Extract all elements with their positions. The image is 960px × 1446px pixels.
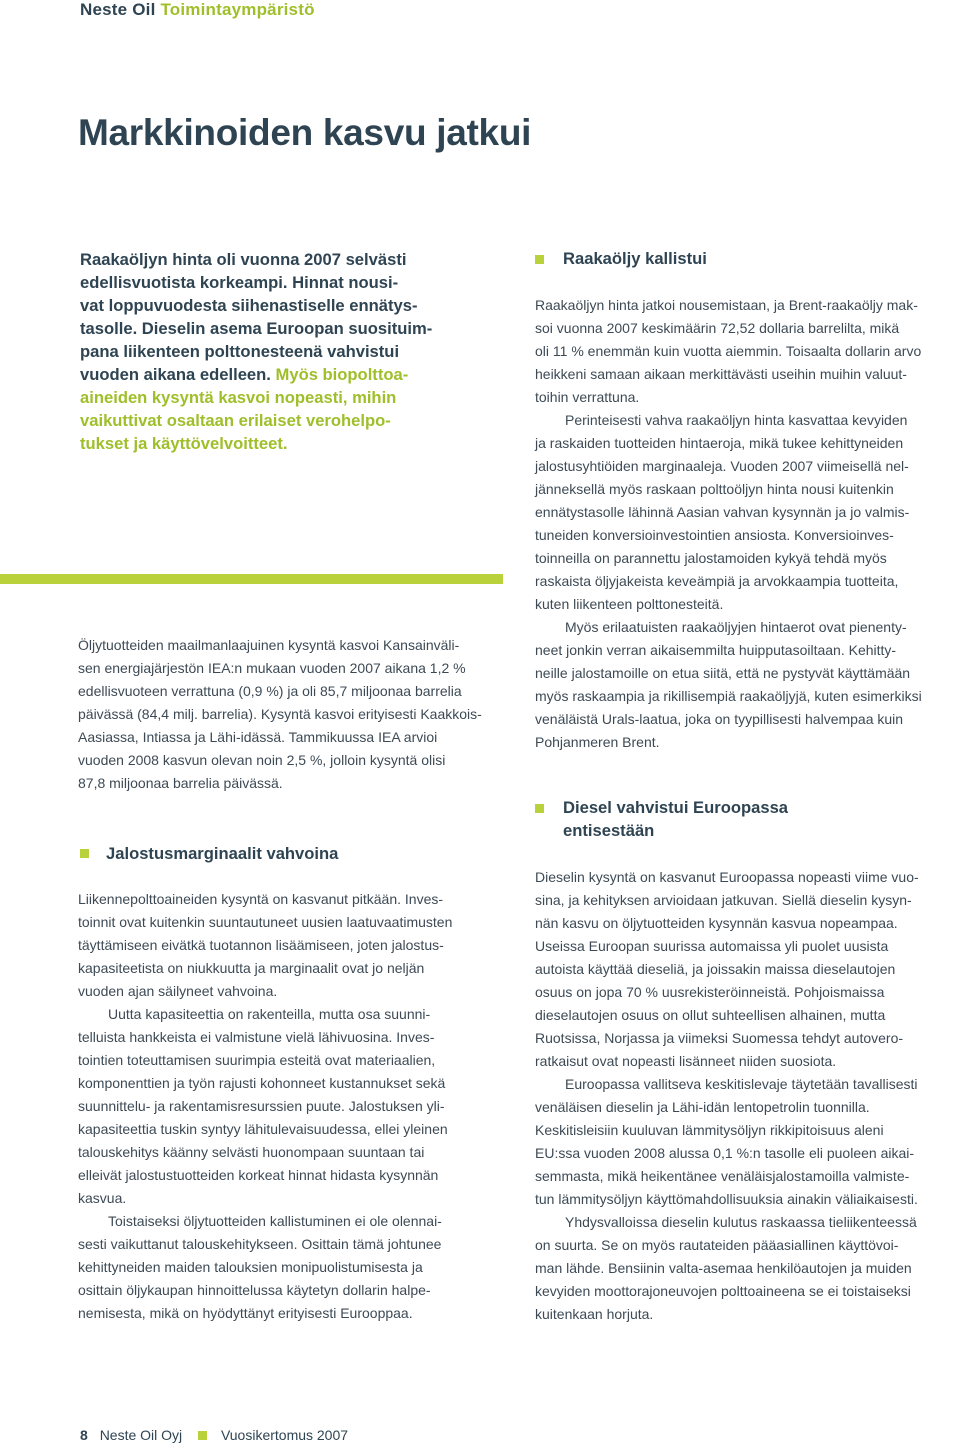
text-line: Ruotsissa, Norjassa ja viimeksi Suomessa tehdyt autovero- (535, 1030, 904, 1046)
text-line: kapasiteetista on niukkuutta ja marginaalit ovat jo neljän (78, 960, 425, 976)
heading-bullet-square (535, 804, 544, 813)
right-body-crude (535, 294, 922, 754)
heading-text: Jalostusmarginaalit vahvoina (106, 844, 339, 863)
text-line: heikkeni samaan aikaan merkittävästi useihin muihin valuut- (535, 366, 907, 382)
section-heading-margins (106, 842, 338, 865)
text-line: päivässä (84,4 milj. barrelia). Kysyntä kasvoi erityisesti Kaakkois- (78, 706, 482, 722)
text-line: jänneksellä myös raskaan polttoöljyn hinta nousi kuitenkin (535, 481, 894, 497)
text-line: osittain öljykaupan hinnoittelussa käytetyn dollarin halpe- (78, 1282, 431, 1298)
left-body (78, 888, 452, 1325)
lead-line: edellisvuotista korkeampi. Hinnat nousi- (80, 273, 399, 292)
text-line: edellisvuoteen verrattuna (0,9 %) ja oli 85,7 miljoonaa barrelia (78, 683, 462, 699)
lead-line: tasolle. Dieselin asema Euroopan suosituim- (80, 319, 433, 338)
text-line: kevyiden moottorajoneuvojen polttoaineena se ei toistaiseksi (535, 1283, 911, 1299)
footer-company: Neste Oil Oyj (99, 1427, 183, 1443)
text-line: Dieselin kysyntä on kasvanut Euroopassa nopeasti viime vuo- (535, 869, 919, 885)
text-line: sen energiajärjestön IEA:n mukaan vuoden 2007 aikana 1,2 % (78, 660, 466, 676)
text-line: EU:ssa vuoden 2008 alussa 0,1 %:n tasolle eli puoleen aikai- (535, 1145, 915, 1161)
lead-line: tukset ja käyttövelvoitteet. (80, 434, 288, 453)
text-line: soi vuonna 2007 keskimäärin 72,52 dollaria barrelilta, mikä (535, 320, 900, 336)
heading-text: entisestään (563, 821, 655, 840)
text-line: suunnittelu- ja rakentamisresurssien puute. Jalostuksen yli- (78, 1098, 445, 1114)
text-line: täyttämiseen eivätkä tuotannon lisäämiseen, joten jalostus- (78, 937, 444, 953)
text-line: Euroopassa vallitseva keskitislevaje täytetään tavallisesti (565, 1076, 918, 1092)
divider-bar (0, 574, 503, 584)
page-footer (80, 1427, 348, 1443)
left-intro-paragraph (78, 634, 482, 795)
text-line: Aasiassa, Intiassa ja Lähi-idässä. Tammikuussa IEA arvioi (78, 729, 438, 745)
lead-line-wrap (80, 363, 480, 386)
text-line: kasvua. (78, 1190, 127, 1206)
text-line: autoista käyttää dieseliä, ja joissakin maissa dieselautojen (535, 961, 896, 977)
text-line: vuoden ajan säilyneet vahvoina. (78, 983, 278, 999)
text-line: ennätystasolle lähinnä Aasian vahvan kysynnän ja jo valmis- (535, 504, 910, 520)
text-line: Keskitisleisiin kuuluvan lämmitysöljyn rikkipitoisuus aleni (535, 1122, 884, 1138)
text-line: on suurta. Se on myös rautateiden pääasiallinen käyttövoi- (535, 1237, 899, 1253)
text-line: kuitenkaan horjuta. (535, 1306, 654, 1322)
lead-line: pana liikenteen polttonesteenä vahvistui (80, 342, 400, 361)
header-brand: Neste Oil (80, 0, 156, 19)
heading-text: Raakaöljy kallistui (563, 249, 707, 268)
section-heading-diesel (563, 796, 788, 842)
page-number: 8 (80, 1427, 88, 1443)
text-line: Pohjanmeren Brent. (535, 734, 660, 750)
text-line: man lähde. Bensiinin valta-asemaa henkilöautojen ja muiden (535, 1260, 912, 1276)
text-line: osuus on jopa 70 % uusrekisteröinneistä. Pohjoismaissa (535, 984, 885, 1000)
text-line: Liikennepolttoaineiden kysyntä on kasvanut pitkään. Inves- (78, 891, 444, 907)
header-section: Toimintaympäristö (160, 0, 315, 19)
text-line: Myös erilaatuisten raakaöljyjen hintaerot ovat pienenty- (565, 619, 907, 635)
text-line: Uutta kapasiteettia on rakenteilla, mutta osa suunni- (108, 1006, 431, 1022)
text-line: toinnit ovat kuitenkin suuntautuneet uusien laatuvaatimusten (78, 914, 453, 930)
page-title: Markkinoiden kasvu jatkui (78, 112, 532, 153)
text-line: talouskehitys käänny selvästi huonompaan suuntaan tai (78, 1144, 425, 1160)
text-line: neet jonkin verran aikaisemmilta huipputasoiltaan. Kehitty- (535, 642, 897, 658)
text-line: Perinteisesti vahva raakaöljyn hinta kasvattaa kevyiden (565, 412, 908, 428)
text-line: vuoden 2008 kasvun olevan noin 2,5 %, jolloin kysyntä olisi (78, 752, 446, 768)
text-line: raskaista öljyjakeista keveämpiä ja arvokkaampia tuotteita, (535, 573, 899, 589)
text-line: venäläistä Urals-laatua, joka on tyypillisesti halvempaa kuin (535, 711, 904, 727)
text-line: semmasta, mikä heikentänee venäläisjalostamoilla valmiste- (535, 1168, 910, 1184)
text-line: dieselautojen osuus on ollut suhteellisen alhainen, mutta (535, 1007, 886, 1023)
text-line: myös raskaampia ja rikillisempiä raakaöljyjä, kuten esimerkiksi (535, 688, 922, 704)
right-body-diesel (535, 866, 919, 1326)
text-line: kuten liikenteen polttonesteitä. (535, 596, 724, 612)
text-line: tuneiden konversioinvestointien ansiosta. Konversioinves- (535, 527, 894, 543)
running-header (80, 0, 315, 20)
lead-line: vaikuttivat osaltaan erilaiset verohelpo- (80, 411, 391, 430)
text-line: Yhdysvalloissa dieselin kulutus raskaassa tieliikenteessä (565, 1214, 917, 1230)
footer-report: Vuosikertomus 2007 (220, 1427, 349, 1443)
footer-bullet-square (198, 1431, 207, 1440)
text-line: telluista hankkeista ei valmistune vielä lähivuosina. Inves- (78, 1029, 435, 1045)
text-line: sesti vaikuttanut talouskehitykseen. Osittain tämä johtunee (78, 1236, 442, 1252)
text-line: kehittyneiden maiden talouksien monipuolistumisesta ja (78, 1259, 423, 1275)
text-line: toihin verrattuna. (535, 389, 640, 405)
heading-text: Diesel vahvistui Euroopassa (563, 798, 789, 817)
text-line: ja raskaiden tuotteiden hintaeroja, mikä tukee kehittyneiden (535, 435, 904, 451)
text-line: tointien toteuttamisen suurimpia esteitä ovat materiaalien, (78, 1052, 436, 1068)
section-heading-crude (563, 247, 707, 270)
text-line: oli 11 % enemmän kuin vuotta aiemmin. Toisaalta dollarin arvo (535, 343, 922, 359)
text-line: Toistaiseksi öljytuotteiden kallistuminen ei ole olennai- (108, 1213, 442, 1229)
text-line: nän kasvu on öljytuotteiden kysynnän kasvua nopeampaa. (535, 915, 898, 931)
heading-bullet-square (535, 255, 544, 264)
lead-line-highlight: Myös biopolttoa- (270, 365, 409, 384)
lead-line: Raakaöljyn hinta oli vuonna 2007 selvästi (80, 250, 407, 269)
text-line: nemisesta, mikä on hyödyttänyt erityisesti Eurooppaa. (78, 1305, 413, 1321)
text-line: Öljytuotteiden maailmanlaajuinen kysyntä kasvoi Kansainväli- (78, 637, 460, 653)
text-line: tun lämmitysöljyn käyttömahdollisuuksia ainakin väliaikaisesti. (535, 1191, 918, 1207)
lead-line: vuoden aikana edelleen. (80, 365, 271, 384)
text-line: sina, ja kehityksen arvioidaan jatkuvan. Siellä dieselin kysyn- (535, 892, 912, 908)
text-line: toinneilla on parannettu jalostamoiden kykyä tehdä myös (535, 550, 887, 566)
text-line: ratkaisut ovat nopeasti lisänneet niiden suosiota. (535, 1053, 837, 1069)
lead-line: aineiden kysyntä kasvoi nopeasti, mihin (80, 388, 397, 407)
text-line: elleivät jalostustuotteiden korkeat hinnat hidasta kysynnän (78, 1167, 439, 1183)
heading-bullet-square (80, 849, 89, 858)
lead-paragraph (80, 248, 480, 455)
text-line: komponenttien ja työn rajusti kohonneet kustannukset sekä (78, 1075, 446, 1091)
text-line: jalostusyhtiöiden marginaaleja. Vuoden 2007 viimeisellä nel- (535, 458, 909, 474)
lead-line: vat loppuvuodesta siihenastiselle ennätys- (80, 296, 418, 315)
text-line: venäläisen dieselin ja Lähi-idän lentopetrolin tuonnilla. (535, 1099, 870, 1115)
text-line: 87,8 miljoonaa barrelia päivässä. (78, 775, 283, 791)
text-line: neille jalostamoille on etua siitä, että ne pystyvät käyttämään (535, 665, 911, 681)
text-line: Useissa Euroopan suurissa automaissa yli puolet uusista (535, 938, 889, 954)
text-line: Raakaöljyn hinta jatkoi nousemistaan, ja Brent-raakaöljy mak- (535, 297, 918, 313)
text-line: kapasiteettia tuskin syntyy lähitulevaisuudessa, ellei yleinen (78, 1121, 448, 1137)
